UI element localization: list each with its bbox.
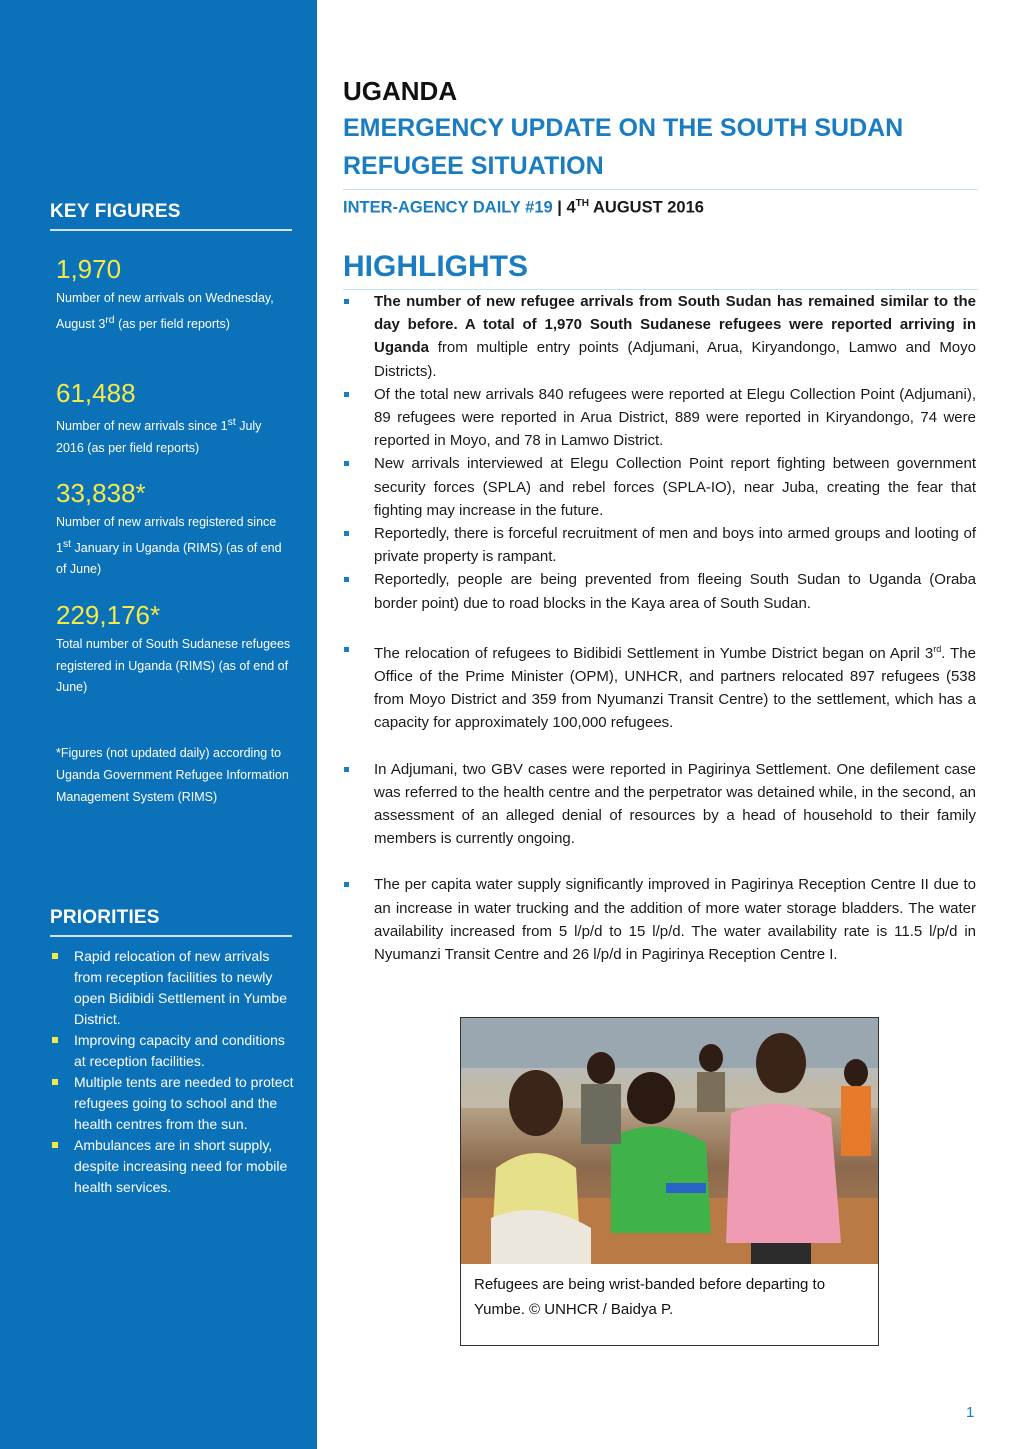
highlight-text: Of the total new arrivals 840 refugees were reported at Elegu Collection Point (Adjumani), 89 refugees were reported in Arua District, 889 were reported in Kiryandongo, 74 were reported in Moyo, and 78 in Lamwo District. bbox=[374, 385, 976, 450]
highlights-list bbox=[343, 290, 976, 966]
highlight-text: Reportedly, there is forceful recruitment of men and boys into armed groups and looting of private property is rampant. bbox=[374, 525, 976, 566]
highlight-text: The relocation of refugees to Bidibidi Settlement in Yumbe District began on April 3rd. The Office of the Prime Minister (OPM), UNHCR, and partners relocated 897 refugees (538 from Moyo District and 359 from Nyumanzi Transit Centre) to the settlement, which has a capacity for approximately 100,000 refugees. bbox=[374, 643, 976, 732]
key-figure bbox=[56, 378, 292, 459]
bullet-icon bbox=[52, 1079, 58, 1085]
highlights-heading: HIGHLIGHTS bbox=[343, 250, 528, 283]
highlight-item bbox=[343, 873, 976, 966]
bullet-icon bbox=[344, 767, 349, 772]
sidebar bbox=[0, 0, 317, 1449]
bullet-icon bbox=[52, 953, 58, 959]
priority-item bbox=[50, 1135, 295, 1198]
bullet-icon bbox=[52, 1142, 58, 1148]
highlight-text: The number of new refugee arrivals from South Sudan has remained similar to the day before. A total of 1,970 South Sudanese refugees were reported arriving in Uganda from multiple entry points (Adjumani, Arua, Kiryandongo, Lamwo and Moyo Districts). bbox=[374, 293, 976, 380]
photo-figure bbox=[460, 1017, 879, 1346]
key-figure-label: Total number of South Sudanese refugees registered in Uganda (RIMS) (as of end of June) bbox=[56, 637, 291, 694]
key-figure bbox=[56, 600, 292, 699]
report-month-year: AUGUST 2016 bbox=[589, 198, 704, 217]
highlight-text: Reportedly, people are being prevented from fleeing South Sudan to Uganda (Oraba border point) due to road blocks in the Kaya area of South Sudan. bbox=[374, 571, 976, 612]
bullet-icon bbox=[344, 461, 349, 466]
highlight-item bbox=[343, 522, 976, 568]
priority-item bbox=[50, 1030, 295, 1072]
report-day-suffix: TH bbox=[575, 198, 590, 209]
page-number: 1 bbox=[966, 1404, 975, 1421]
photo-illustration bbox=[461, 1018, 878, 1264]
highlight-item bbox=[343, 290, 976, 383]
priority-item bbox=[50, 946, 295, 1030]
key-figures-heading: KEY FIGURES bbox=[50, 201, 292, 231]
priorities-list bbox=[50, 946, 295, 1198]
priority-text: Rapid relocation of new arrivals from reception facilities to newly open Bidibidi Settlement in Yumbe District. bbox=[74, 948, 287, 1027]
highlight-text: The per capita water supply significantly improved in Pagirinya Reception Centre II due to an increase in water trucking and the addition of more water storage bladders. The water availability increased from 5 l/p/d to 15 l/p/d. The water availability rate is 11.5 l/p/d in Nyumanzi Transit Centre and 26 l/p/d in Pagirinya Reception Centre I. bbox=[374, 876, 976, 964]
figures-note: *Figures (not updated daily) according to Uganda Government Refugee Information Management System (RIMS) bbox=[56, 746, 289, 804]
highlight-text: New arrivals interviewed at Elegu Collection Point report fighting between government security forces (SPLA) and rebel forces (SPLA-IO), near Juba, creating the fear that fighting may increase in the future. bbox=[374, 455, 976, 519]
highlight-item bbox=[343, 452, 976, 522]
key-figure-value: 1,970 bbox=[56, 254, 122, 284]
key-figure bbox=[56, 254, 292, 335]
report-title-line2: REFUGEE SITUATION bbox=[343, 152, 604, 180]
key-figure-value: 61,488 bbox=[56, 378, 136, 408]
bullet-icon bbox=[344, 531, 349, 536]
highlight-item bbox=[343, 568, 976, 614]
key-figure-label: Number of new arrivals on Wednesday, August 3rd (as per field reports) bbox=[56, 291, 274, 331]
country-title: UGANDA bbox=[343, 76, 458, 106]
refugee-photo bbox=[461, 1018, 878, 1264]
key-figure-label: Number of new arrivals registered since 1st January in Uganda (RIMS) (as of end of June) bbox=[56, 515, 282, 577]
key-figure-label: Number of new arrivals since 1st July 2016 (as per field reports) bbox=[56, 417, 262, 455]
key-figure-value: 229,176* bbox=[56, 600, 161, 630]
highlight-item bbox=[343, 758, 976, 851]
highlight-item bbox=[343, 638, 976, 735]
bullet-icon bbox=[344, 647, 349, 652]
bullet-icon bbox=[344, 577, 349, 582]
photo-caption: Refugees are being wrist-banded before departing to Yumbe. © UNHCR / Baidya P. bbox=[474, 1276, 826, 1318]
key-figure bbox=[56, 478, 292, 581]
priority-item bbox=[50, 1072, 295, 1135]
bullet-icon bbox=[52, 1037, 58, 1043]
priority-text: Multiple tents are needed to protect refugees going to school and the health centres from the sun. bbox=[74, 1074, 294, 1132]
bullet-icon bbox=[344, 392, 349, 397]
report-title-line1: EMERGENCY UPDATE ON THE SOUTH SUDAN bbox=[343, 114, 904, 142]
bullet-icon bbox=[344, 882, 349, 887]
priority-text: Improving capacity and conditions at reception facilities. bbox=[74, 1032, 285, 1069]
highlight-item bbox=[343, 383, 976, 453]
highlight-text: In Adjumani, two GBV cases were reported in Pagirinya Settlement. One defilement case was referred to the health centre and the perpetrator was detained while, in the second, an assessment of an alleged denial of resources by a head of household to their family members is currently ongoing. bbox=[374, 760, 976, 848]
report-series: INTER-AGENCY DAILY #19 bbox=[343, 198, 553, 217]
priorities-heading: PRIORITIES bbox=[50, 907, 292, 937]
key-figure-value: 33,838* bbox=[56, 478, 146, 508]
priority-text: Ambulances are in short supply, despite increasing need for mobile health services. bbox=[74, 1137, 288, 1195]
subtitle-separator: | bbox=[552, 198, 567, 217]
report-subtitle bbox=[343, 198, 704, 218]
bullet-icon bbox=[344, 299, 349, 304]
report-day: 4 bbox=[566, 198, 576, 217]
divider bbox=[343, 189, 978, 190]
